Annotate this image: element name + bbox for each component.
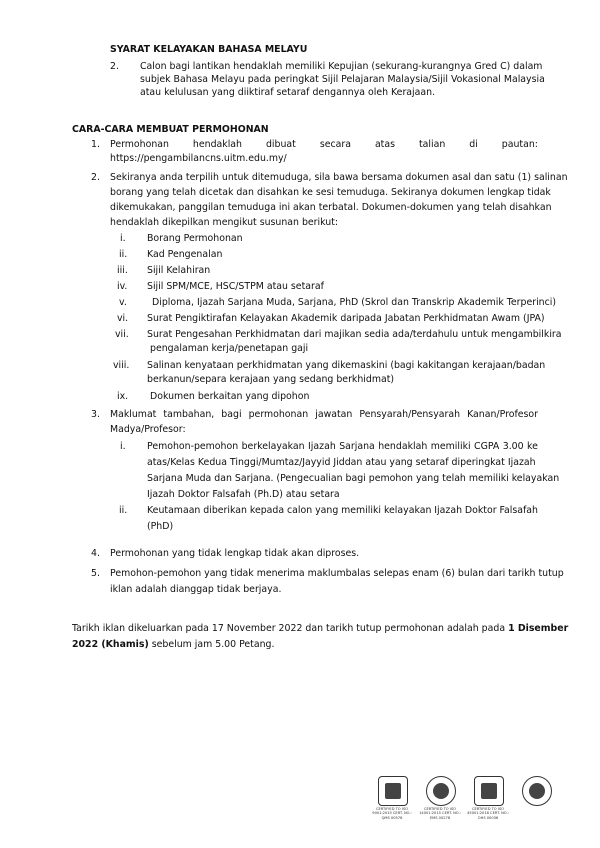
document-list-numeral: i. (120, 233, 126, 244)
document-list-numeral: iii. (117, 265, 128, 276)
word: secara (319, 139, 351, 150)
closing-date-line-1 (72, 623, 568, 635)
certification-badge (370, 776, 414, 822)
document-list-numeral: ix. (117, 391, 129, 402)
additional-info-1-line-3: Sarjana Muda dan Sarjana. (Pengecualian bagi pemohon yang telah memiliki kelayakan (147, 473, 560, 484)
document-list-item: Kad Pengenalan (147, 249, 223, 260)
document-list-numeral: vi. (117, 313, 129, 324)
word: Ijazah (434, 505, 463, 516)
certification-mark-icon (522, 776, 552, 806)
additional-info-1-line-4: Ijazah Doktor Falsafah (Ph.D) atau setara (147, 489, 340, 500)
cara-item-5-number: 5. (91, 568, 100, 579)
word: memiliki (341, 505, 382, 516)
additional-info-2-line-2: (PhD) (147, 521, 174, 532)
application-portal-link[interactable]: https://pengambilancns.uitm.edu.my/ (110, 153, 287, 164)
document-list-item: Sijil Kelahiran (147, 265, 211, 276)
document-list-item: Salinan kenyataan perkhidmatan yang dikemaskini (bagi kakitangan kerajaan/badan (147, 360, 546, 371)
cara-item-2-line-4: hendaklah dikepilkan mengikut susunan berikut: (110, 217, 339, 228)
document-list-item: Sijil SPM/MCE, HSC/STPM atau setaraf (147, 281, 324, 292)
section-heading-syarat: SYARAT KELAYAKAN BAHASA MELAYU (110, 44, 308, 55)
additional-info-numeral: i. (120, 441, 126, 452)
document-list-numeral: viii. (113, 360, 130, 371)
cara-item-1-line-1 (110, 139, 538, 151)
word: yang (315, 505, 339, 516)
word: berkelayakan (241, 441, 305, 452)
cara-item-3-number: 3. (91, 409, 100, 420)
certification-badge (514, 776, 558, 822)
word: di (469, 139, 478, 150)
syarat-line-1: Calon bagi lantikan hendaklah memiliki Kepujian (sekurang-kurangnya Gred C) dalam (140, 61, 543, 72)
sirim-iso-45001-logo-icon (474, 776, 504, 806)
certification-caption: CERTIFIED TO ISO 45001:2018 CERT. NO.: OHS 00036 (467, 807, 509, 820)
document-list-item: Surat Pengesahan Perkhidmatan dari majikan sedia ada/terdahulu untuk mengambilkira (147, 329, 562, 340)
syarat-line-2: subjek Bahasa Melayu pada peringkat Sijil Pelajaran Malaysia/Sijil Vokasional Malaysia (140, 74, 545, 85)
cara-item-5-line-1: Pemohon-pemohon yang tidak menerima maklumbalas selepas enam (6) bulan dari tarikh tutup (110, 568, 564, 579)
word: Maklumat (110, 409, 157, 420)
syarat-item-number: 2. (110, 61, 119, 72)
word: memiliki (430, 441, 471, 452)
word: Doktor (464, 505, 497, 516)
certification-caption: CERTIFIED TO ISO 9001:2015 CERT. NO.: QMS 00578 (372, 807, 412, 820)
document-list-numeral: iv. (117, 281, 128, 292)
word: dibuat (265, 139, 296, 150)
cara-item-4-number: 4. (91, 548, 100, 559)
word: Pensyarah/Pensyarah (359, 409, 461, 420)
additional-info-numeral: ii. (119, 505, 128, 516)
cara-item-2-line-2: borang yang telah dicetak dan disahkan ke sesi temuduga. Sekiranya dokumen lengkap tidak (110, 187, 551, 198)
word: tambahan, (163, 409, 215, 420)
document-list-item: Dokumen berkaitan yang dipohon (150, 391, 310, 402)
word: Kanan/Profesor (467, 409, 538, 420)
cara-item-3-line-1 (110, 409, 538, 421)
word: ke (527, 441, 538, 452)
syarat-line-3: atau kelulusan yang diiktiraf setaraf dengannya oleh Kerajaan. (140, 87, 436, 98)
additional-info-1-line-1 (147, 441, 538, 453)
word: 3.00 (502, 441, 524, 452)
word: diberikan (203, 505, 247, 516)
iqnet-iso-14001-logo-icon (426, 776, 456, 806)
word: CGPA (474, 441, 500, 452)
word: kelayakan (383, 505, 432, 516)
additional-info-1-line-2: atas/Kelas Kedua Tinggi/Mumtaz/Jayyid Jiddan atau yang setaraf diperingkat Ijazah (147, 457, 536, 468)
word: Pemohon-pemohon (147, 441, 239, 452)
document-list-item: Surat Pengiktirafan Kelayakan Akademik daripada Jabatan Perkhidmatan Awam (JPA) (147, 313, 545, 324)
certification-badge (418, 776, 462, 822)
document-list-numeral: ii. (119, 249, 128, 260)
certification-caption: CERTIFIED TO ISO 14001:2015 CERT. NO.: EMS 00278 (419, 807, 461, 820)
word: calon (287, 505, 313, 516)
document-list-numeral: v. (119, 297, 127, 308)
word: Ijazah (308, 441, 336, 452)
certification-badge (466, 776, 510, 822)
certification-logos (370, 776, 560, 822)
word: talian (418, 139, 446, 150)
cara-item-2-line-3: dikemukakan, panggilan temuduga ini akan terbatal. Dokumen-dokumen yang telah disahkan (110, 202, 552, 213)
word: hendaklah (378, 441, 428, 452)
cara-item-2-number: 2. (91, 172, 100, 183)
word: kepada (249, 505, 285, 516)
document-list-item: Borang Permohonan (147, 233, 243, 244)
word: permohonan (248, 409, 309, 420)
sirim-iso-9001-logo-icon (378, 776, 408, 806)
word: Keutamaan (147, 505, 201, 516)
closing-date-bold: 1 Disember (508, 623, 569, 634)
word: Sarjana (339, 441, 375, 452)
word: Falsafah (499, 505, 538, 516)
word: hendaklah (192, 139, 242, 150)
cara-item-3-line-2: Madya/Profesor: (110, 424, 186, 435)
document-list-item-continued: pengalaman kerja/penetapan gaji (150, 343, 309, 354)
word: jawatan (315, 409, 353, 420)
closing-date-bold: 2022 (Khamis) (72, 639, 149, 650)
section-heading-cara: CARA-CARA MEMBUAT PERMOHONAN (72, 124, 269, 135)
word: Permohonan (110, 139, 169, 150)
word: atas (374, 139, 395, 150)
cara-item-2-line-1: Sekiranya anda terpilih untuk ditemuduga, sila bawa bersama dokumen asal dan satu (1) salinan (110, 172, 568, 183)
additional-info-2-line-1 (147, 505, 538, 517)
word: pautan: (501, 139, 538, 150)
word: bagi (221, 409, 242, 420)
closing-date-line-2 (72, 639, 274, 651)
closing-date-text: Tarikh iklan dikeluarkan pada 17 November 2022 dan tarikh tutup permohonan adalah pada (72, 623, 509, 634)
cara-item-5-line-2: iklan adalah dianggap tidak berjaya. (110, 584, 282, 595)
cara-item-4-text: Permohonan yang tidak lengkap tidak akan diproses. (110, 548, 360, 559)
document-list-numeral: vii. (115, 329, 129, 340)
document-list-item-continued: berkanun/separa kerajaan yang sedang berkhidmat) (147, 374, 395, 385)
cara-item-1-number: 1. (91, 139, 100, 150)
closing-date-text: sebelum jam 5.00 Petang. (148, 639, 275, 650)
document-list-item: Diploma, Ijazah Sarjana Muda, Sarjana, PhD (Skrol dan Transkrip Akademik Terperinci) (152, 297, 557, 308)
